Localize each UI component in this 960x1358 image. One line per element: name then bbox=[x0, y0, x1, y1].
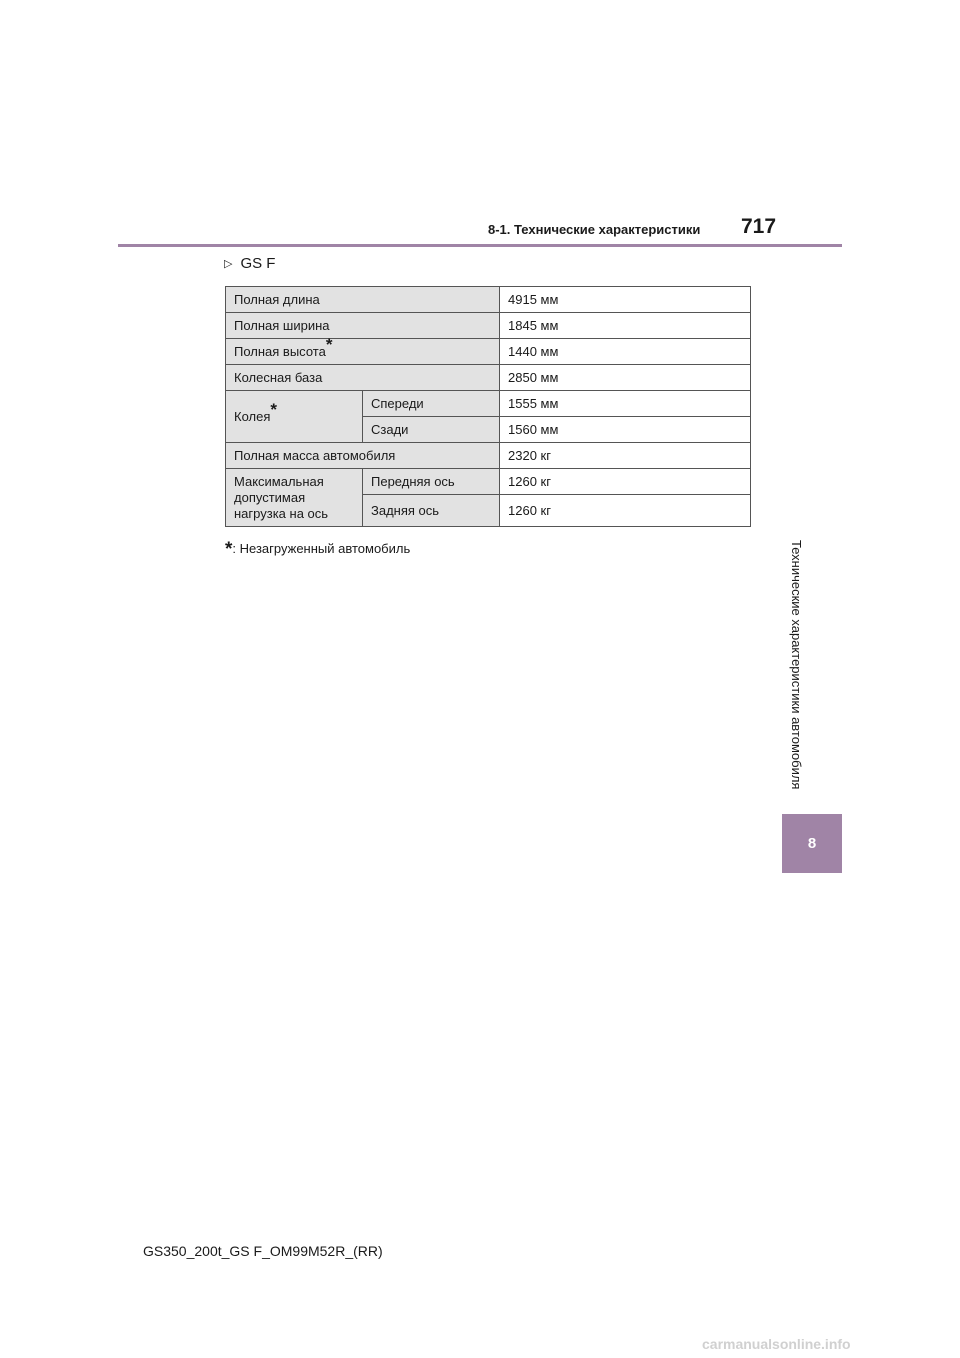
sub-label: Передняя ось bbox=[363, 469, 500, 495]
row-label-line: нагрузка на ось bbox=[234, 505, 329, 521]
row-label: Колея bbox=[234, 409, 271, 424]
footnote-text: : Незагруженный автомобиль bbox=[232, 541, 411, 556]
row-label: Колесная база bbox=[226, 365, 500, 391]
footnote bbox=[225, 537, 410, 559]
chapter-tab bbox=[782, 814, 842, 873]
triangle-right-icon: ▷ bbox=[224, 258, 233, 270]
row-value: 1260 кг bbox=[500, 495, 751, 527]
chapter-side-title: Технические характеристики автомобиля bbox=[789, 540, 804, 790]
footnote-marker: * bbox=[325, 334, 333, 354]
footnote-marker: * bbox=[270, 399, 277, 419]
row-label-multiline bbox=[234, 471, 354, 525]
row-label: Полная ширина bbox=[226, 313, 500, 339]
row-value: 2320 кг bbox=[500, 443, 751, 469]
table-row bbox=[226, 287, 751, 313]
footnote-marker: * bbox=[225, 539, 233, 560]
table-row bbox=[226, 365, 751, 391]
row-label-cell bbox=[226, 334, 500, 365]
row-value: 2850 мм bbox=[500, 365, 751, 391]
sub-label: Спереди bbox=[363, 391, 500, 417]
document-code: GS350_200t_GS F_OM99M52R_(RR) bbox=[143, 1243, 383, 1259]
section-heading bbox=[224, 255, 275, 272]
row-value: 1440 мм bbox=[500, 339, 751, 365]
section-heading-label: GS F bbox=[240, 255, 276, 272]
row-label: Полная высота bbox=[234, 344, 326, 359]
row-label: Полная длина bbox=[226, 287, 500, 313]
row-label-cell bbox=[226, 391, 363, 443]
row-value: 4915 мм bbox=[500, 287, 751, 313]
header-section-title: 8-1. Технические характеристики bbox=[488, 222, 701, 237]
row-label-line: допустимая bbox=[234, 489, 306, 505]
table-row bbox=[226, 339, 751, 365]
table-row bbox=[226, 469, 751, 495]
table-row bbox=[226, 443, 751, 469]
table-row bbox=[226, 391, 751, 417]
watermark: carmanualsonline.info bbox=[702, 1336, 851, 1352]
header-divider bbox=[118, 244, 842, 247]
chapter-number: 8 bbox=[807, 835, 817, 852]
page-number: 717 bbox=[741, 215, 777, 238]
sub-label: Задняя ось bbox=[363, 495, 500, 527]
row-value: 1260 кг bbox=[500, 469, 751, 495]
table-row bbox=[226, 313, 751, 339]
row-label-cell bbox=[226, 469, 363, 527]
row-value: 1555 мм bbox=[500, 391, 751, 417]
row-label: Полная масса автомобиля bbox=[226, 443, 500, 469]
sub-label: Сзади bbox=[363, 417, 500, 443]
row-value: 1560 мм bbox=[500, 417, 751, 443]
row-label-line: Максимальная bbox=[234, 473, 324, 489]
dimensions-table bbox=[225, 286, 751, 527]
row-value: 1845 мм bbox=[500, 313, 751, 339]
